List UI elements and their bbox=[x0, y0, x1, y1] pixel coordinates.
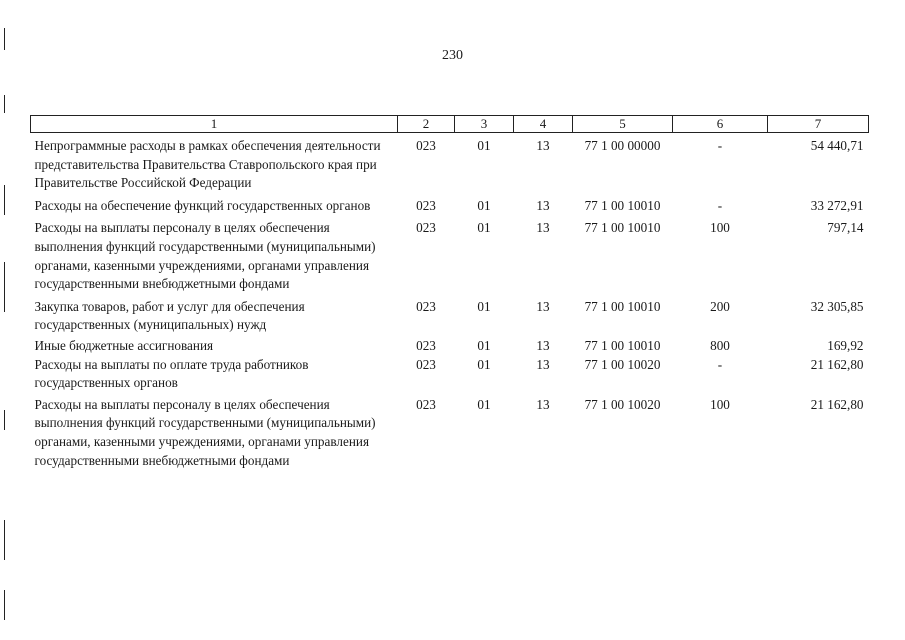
column-header: 7 bbox=[768, 116, 869, 133]
section-code: 01 bbox=[477, 396, 491, 412]
column-header: 6 bbox=[673, 116, 768, 133]
column-header: 5 bbox=[573, 116, 673, 133]
table-row bbox=[31, 219, 869, 297]
ministry-code: 023 bbox=[416, 337, 436, 353]
scan-edge-mark bbox=[4, 590, 5, 620]
expense-name: Расходы на выплаты по оплате труда работников государственных органов bbox=[34, 356, 309, 391]
subsection-code: 13 bbox=[536, 220, 550, 236]
section-code: 01 bbox=[477, 356, 491, 372]
scan-edge-mark bbox=[4, 262, 5, 312]
scan-edge-mark bbox=[4, 95, 5, 113]
expense-type-code: - bbox=[717, 356, 723, 372]
target-article-code: 77 1 00 00000 bbox=[584, 138, 661, 153]
table-row bbox=[31, 396, 869, 470]
amount: 797,14 bbox=[827, 220, 864, 236]
expense-type-code: 200 bbox=[710, 298, 730, 314]
page-number: 230 bbox=[442, 48, 463, 63]
amount: 21 162,80 bbox=[810, 396, 864, 412]
expense-name: Расходы на выплаты персоналу в целях обеспечения выполнения функций государственными (муниципальными) органами, казенными учреждениями, органами управления государственными внебюджетными фондами bbox=[34, 220, 376, 292]
ministry-code: 023 bbox=[416, 220, 436, 236]
expense-name: Закупка товаров, работ и услуг для обеспечения государственных (муниципальных) нужд bbox=[34, 298, 305, 333]
ministry-code: 023 bbox=[416, 197, 436, 213]
subsection-code: 13 bbox=[536, 197, 550, 213]
table-row bbox=[31, 133, 869, 197]
scan-edge-mark bbox=[4, 185, 5, 215]
budget-table bbox=[30, 115, 869, 470]
section-code: 01 bbox=[477, 337, 491, 353]
table-row bbox=[31, 337, 869, 356]
section-code: 01 bbox=[477, 138, 491, 153]
expense-name: Иные бюджетные ассигнования bbox=[34, 337, 214, 353]
expense-name: Расходы на обеспечение функций государственных органов bbox=[34, 197, 371, 213]
scan-edge-mark bbox=[4, 410, 5, 430]
ministry-code: 023 bbox=[416, 356, 436, 372]
subsection-code: 13 bbox=[536, 298, 550, 314]
subsection-code: 13 bbox=[536, 356, 550, 372]
section-code: 01 bbox=[477, 298, 491, 314]
column-header: 3 bbox=[455, 116, 514, 133]
expense-type-code: - bbox=[717, 138, 723, 153]
expense-type-code: - bbox=[717, 197, 723, 213]
expense-type-code: 800 bbox=[710, 337, 730, 353]
section-code: 01 bbox=[477, 197, 491, 213]
column-header: 4 bbox=[514, 116, 573, 133]
scan-edge-mark bbox=[4, 28, 5, 50]
table-header-row bbox=[31, 116, 869, 133]
table-row bbox=[31, 298, 869, 337]
ministry-code: 023 bbox=[416, 138, 436, 153]
scan-edge-mark bbox=[4, 520, 5, 560]
target-article-code: 77 1 00 10020 bbox=[584, 396, 661, 412]
subsection-code: 13 bbox=[536, 138, 550, 153]
column-header: 1 bbox=[31, 116, 398, 133]
expense-type-code: 100 bbox=[710, 396, 730, 412]
table-row bbox=[31, 356, 869, 396]
amount: 21 162,80 bbox=[810, 356, 864, 372]
amount: 32 305,85 bbox=[810, 298, 864, 314]
ministry-code: 023 bbox=[416, 298, 436, 314]
expense-name: Непрограммные расходы в рамках обеспечения деятельности представительства Правительства Ставропольского края при Правительстве Российской Федерации bbox=[34, 138, 381, 191]
subsection-code: 13 bbox=[536, 396, 550, 412]
amount: 169,92 bbox=[827, 337, 864, 353]
expense-name: Расходы на выплаты персоналу в целях обеспечения выполнения функций государственными (муниципальными) органами, казенными учреждениями, органами управления государственными внебюджетными фондами bbox=[34, 396, 376, 468]
amount: 33 272,91 bbox=[810, 197, 864, 213]
expense-type-code: 100 bbox=[710, 220, 730, 236]
target-article-code: 77 1 00 10010 bbox=[584, 337, 661, 353]
column-header: 2 bbox=[398, 116, 455, 133]
section-code: 01 bbox=[477, 220, 491, 236]
ministry-code: 023 bbox=[416, 396, 436, 412]
target-article-code: 77 1 00 10020 bbox=[584, 356, 661, 372]
target-article-code: 77 1 00 10010 bbox=[584, 197, 661, 213]
amount: 54 440,71 bbox=[810, 138, 864, 153]
subsection-code: 13 bbox=[536, 337, 550, 353]
table-row bbox=[31, 197, 869, 220]
target-article-code: 77 1 00 10010 bbox=[584, 298, 661, 314]
target-article-code: 77 1 00 10010 bbox=[584, 220, 661, 236]
